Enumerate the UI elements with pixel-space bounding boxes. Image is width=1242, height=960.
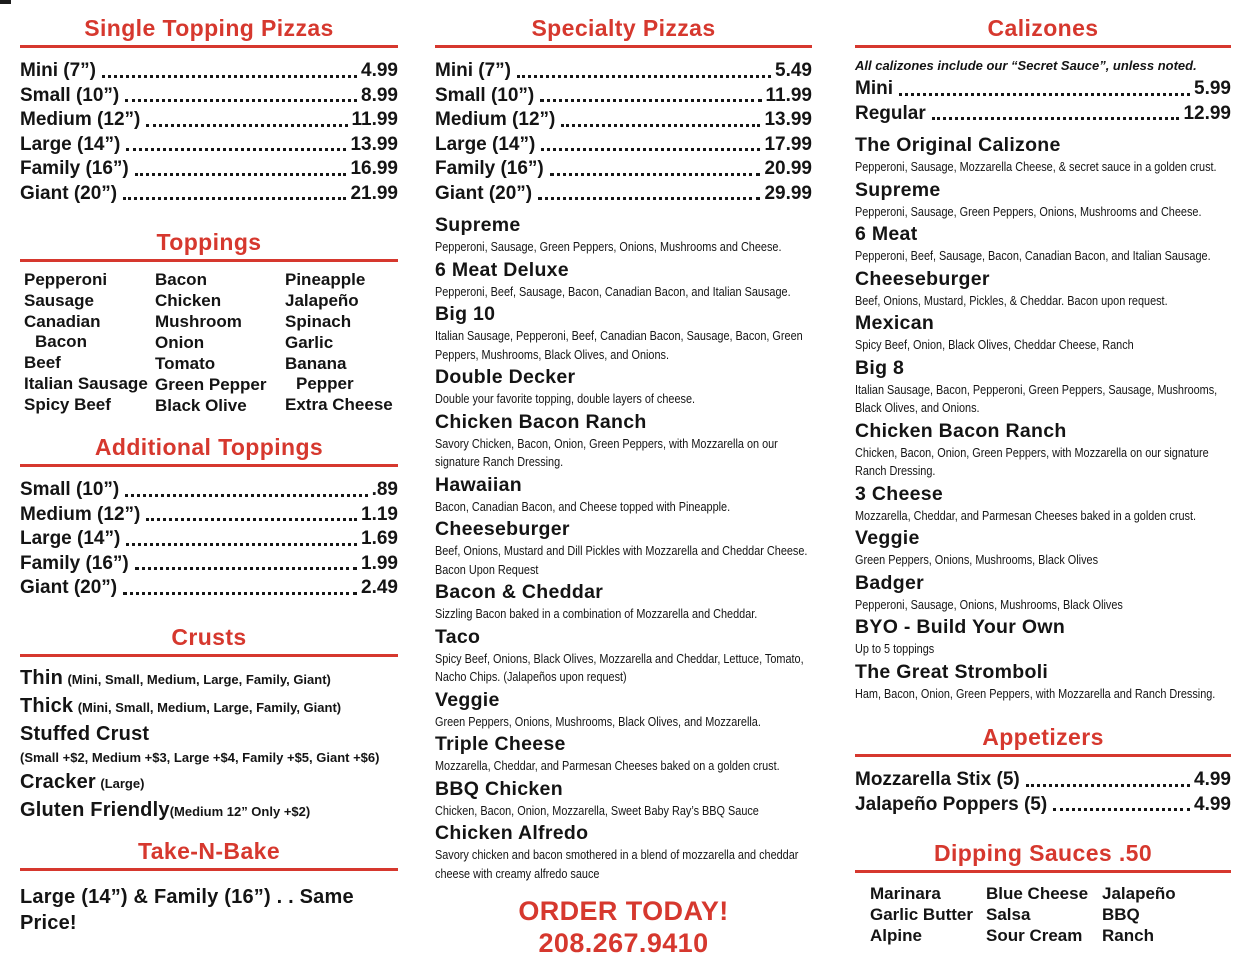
toppings-col bbox=[24, 270, 155, 417]
item-name: Double Decker bbox=[435, 366, 576, 388]
item-description: Sizzling Bacon baked in a combination of Mozzarella and Cheddar. bbox=[435, 606, 758, 621]
price-value: 2.49 bbox=[361, 577, 398, 598]
dot-leader bbox=[135, 567, 357, 570]
item-description: Pepperoni, Beef, Sausage, Bacon, Canadian Bacon, and Italian Sausage. bbox=[855, 248, 1211, 263]
section-underline bbox=[435, 45, 812, 48]
section-underline bbox=[855, 754, 1231, 757]
price-row bbox=[435, 157, 812, 182]
topping: Beef bbox=[24, 353, 61, 372]
sauce: Marinara bbox=[870, 884, 941, 903]
toppings-col bbox=[155, 270, 285, 417]
menu-item bbox=[855, 615, 1231, 659]
topping: Chicken bbox=[155, 291, 222, 310]
price-value: 4.99 bbox=[1194, 769, 1231, 790]
price-row bbox=[20, 182, 398, 207]
left-column bbox=[20, 0, 398, 936]
dot-leader bbox=[932, 117, 1180, 120]
sauce-col bbox=[986, 883, 1102, 946]
item-description: Spicy Beef, Onion, Black Olives, Cheddar Cheese, Ranch bbox=[855, 337, 1134, 352]
price-value: 1.99 bbox=[361, 552, 398, 574]
topping: Sausage bbox=[24, 291, 94, 310]
topping: Garlic bbox=[285, 333, 334, 352]
section-title: Crusts bbox=[171, 623, 247, 650]
topping: Banana Pepper bbox=[285, 354, 354, 393]
dot-leader bbox=[146, 518, 357, 521]
size-label: Medium (12”) bbox=[435, 109, 556, 130]
size-label: Mini bbox=[855, 78, 893, 99]
item-description: Pepperoni, Sausage, Green Peppers, Onions, Mushrooms and Cheese. bbox=[855, 203, 1202, 219]
menu-item bbox=[855, 356, 1231, 418]
menu-item bbox=[855, 571, 1231, 615]
crust-name: Stuffed Crust bbox=[20, 722, 150, 745]
crust-note: (Large) bbox=[100, 775, 145, 791]
menu-item bbox=[435, 732, 812, 776]
item-name: Triple Cheese bbox=[435, 733, 566, 755]
toppings-col bbox=[285, 270, 398, 417]
crust-note: (Medium 12” Only +$2) bbox=[169, 803, 311, 819]
price-value: 29.99 bbox=[764, 182, 812, 204]
dot-leader bbox=[102, 75, 357, 78]
item-description: Ham, Bacon, Onion, Green Peppers, with Mozzarella and Ranch Dressing. bbox=[855, 685, 1216, 701]
topping: Extra Cheese bbox=[285, 395, 393, 414]
item-name: Big 8 bbox=[855, 356, 905, 379]
item-name: Chicken Bacon Ranch bbox=[435, 410, 647, 433]
section-take-n-bake bbox=[20, 837, 398, 936]
size-label: Medium (12”) bbox=[20, 109, 141, 130]
menu-item bbox=[435, 365, 812, 409]
price-list bbox=[20, 59, 398, 206]
size-label: Small (10”) bbox=[20, 84, 120, 106]
price-value: .89 bbox=[371, 479, 398, 500]
dot-leader bbox=[517, 75, 771, 78]
size-label: Mini (7”) bbox=[435, 60, 511, 81]
topping: Spicy Beef bbox=[24, 395, 111, 414]
menu-item bbox=[435, 688, 812, 732]
topping: Italian Sausage bbox=[24, 374, 148, 393]
item-name: Veggie bbox=[435, 688, 500, 711]
toppings-grid bbox=[20, 270, 398, 417]
price-row bbox=[20, 478, 398, 503]
section-title: Specialty Pizzas bbox=[531, 15, 716, 41]
price-value: 13.99 bbox=[764, 109, 812, 130]
size-label: Large (14”) bbox=[435, 133, 536, 155]
price-row bbox=[435, 59, 812, 84]
item-description: Green Peppers, Onions, Mushrooms, Black Olives bbox=[855, 552, 1099, 567]
item-description: Bacon, Canadian Bacon, and Cheese topped with Pineapple. bbox=[435, 498, 731, 514]
item-name: Chicken Alfredo bbox=[435, 822, 589, 844]
size-label: Giant (20”) bbox=[20, 182, 118, 204]
crust-name: Gluten Friendly bbox=[20, 798, 170, 821]
price-row bbox=[435, 84, 812, 109]
menu-item bbox=[855, 660, 1231, 704]
section-underline bbox=[855, 45, 1231, 48]
dot-leader bbox=[123, 592, 357, 595]
price-value: 11.99 bbox=[351, 109, 398, 130]
price-row bbox=[435, 133, 812, 158]
item-description: Chicken, Bacon, Onion, Green Peppers, with Mozzarella on our signature Ranch Dressing. bbox=[855, 444, 1209, 478]
item-description: Chicken, Bacon, Onion, Mozzarella, Sweet Baby Ray’s BBQ Sauce bbox=[435, 802, 759, 818]
section-title: Appetizers bbox=[982, 724, 1104, 750]
item-name: The Great Stromboli bbox=[855, 660, 1049, 683]
item-description: Pepperoni, Sausage, Onions, Mushrooms, Black Olives bbox=[855, 596, 1123, 612]
price-list bbox=[855, 768, 1231, 817]
price-value: 11.99 bbox=[765, 84, 812, 106]
section-underline bbox=[855, 870, 1231, 873]
dot-leader bbox=[126, 148, 346, 151]
topping: Pepperoni bbox=[24, 270, 108, 289]
price-value: 20.99 bbox=[764, 158, 812, 179]
menu-item bbox=[855, 311, 1231, 355]
calizones-note: All calizones include our “Secret Sauce”, unless noted. bbox=[855, 58, 1197, 73]
crust-item bbox=[20, 665, 398, 693]
crust-name: Thick bbox=[20, 694, 74, 717]
section-appetizers bbox=[855, 723, 1231, 817]
menu-item bbox=[435, 821, 812, 883]
price-row bbox=[20, 576, 398, 601]
price-row bbox=[855, 102, 1231, 127]
price-row bbox=[435, 108, 812, 133]
appetizer-label: Mozzarella Stix (5) bbox=[855, 769, 1020, 790]
dot-leader bbox=[126, 543, 357, 546]
item-name: Supreme bbox=[435, 214, 521, 236]
topping: Pineapple bbox=[285, 270, 366, 289]
crust-note: (Mini, Small, Medium, Large, Family, Giant) bbox=[77, 699, 342, 715]
crust-name: Thin bbox=[20, 666, 64, 689]
menu-item bbox=[855, 178, 1231, 222]
item-description: Pepperoni, Sausage, Green Peppers, Onions, Mushrooms and Cheese. bbox=[435, 239, 782, 254]
sauce: Salsa bbox=[986, 905, 1031, 924]
size-label: Small (10”) bbox=[20, 479, 120, 500]
price-row bbox=[855, 768, 1231, 793]
price-value: 5.49 bbox=[775, 60, 812, 81]
item-description: Mozzarella, Cheddar, and Parmesan Cheeses baked on a golden crust. bbox=[435, 758, 780, 773]
size-label: Large (14”) bbox=[20, 528, 121, 549]
item-name: Hawaiian bbox=[435, 473, 522, 496]
size-label: Regular bbox=[855, 102, 926, 124]
item-description: Green Peppers, Onions, Mushrooms, Black Olives, and Mozzarella. bbox=[435, 713, 761, 729]
item-name: Mexican bbox=[855, 312, 935, 334]
dot-leader bbox=[1026, 784, 1190, 787]
right-column bbox=[855, 0, 1231, 946]
item-name: BYO - Build Your Own bbox=[855, 616, 1066, 638]
price-value: 17.99 bbox=[764, 133, 812, 155]
price-value: 1.69 bbox=[361, 528, 398, 549]
item-description: Spicy Beef, Onions, Black Olives, Mozzarella and Cheddar, Lettuce, Tomato, Nacho Chips. (Jalapeños upon request) bbox=[435, 650, 804, 684]
topping: Green Pepper bbox=[155, 375, 267, 394]
topping: Black Olive bbox=[155, 396, 247, 415]
menu-item bbox=[855, 222, 1231, 266]
item-description: Mozzarella, Cheddar, and Parmesan Cheeses baked in a golden crust. bbox=[855, 507, 1197, 523]
section-title: Single Topping Pizzas bbox=[84, 15, 334, 41]
price-row bbox=[20, 503, 398, 528]
item-name: Cheeseburger bbox=[435, 518, 570, 540]
dot-leader bbox=[561, 124, 760, 127]
sauce: BBQ bbox=[1102, 905, 1140, 924]
section-underline bbox=[20, 654, 398, 657]
section-crusts bbox=[20, 623, 398, 825]
size-label: Family (16”) bbox=[20, 158, 129, 179]
topping: Mushroom bbox=[155, 312, 242, 331]
size-label: Mini (7”) bbox=[20, 60, 96, 81]
sauce-col bbox=[1102, 883, 1231, 946]
price-row bbox=[20, 133, 398, 158]
item-name: Bacon & Cheddar bbox=[435, 581, 604, 603]
topping: Onion bbox=[155, 333, 205, 352]
size-label: Family (16”) bbox=[435, 158, 544, 179]
item-name: Cheeseburger bbox=[855, 267, 990, 290]
menu-item bbox=[435, 777, 812, 821]
topping: Jalapeño bbox=[285, 291, 359, 310]
section-calizones bbox=[855, 14, 1231, 703]
crust-note: (Small +$2, Medium +$3, Large +$4, Family +$5, Giant +$6) bbox=[20, 749, 380, 765]
specialty-item-list bbox=[435, 213, 812, 883]
item-name: 6 Meat bbox=[855, 223, 918, 245]
scan-artifact bbox=[0, 0, 11, 4]
calizone-item-list bbox=[855, 133, 1231, 703]
section-underline bbox=[20, 45, 398, 48]
section-title: Dipping Sauces .50 bbox=[933, 840, 1153, 866]
item-description: Up to 5 toppings bbox=[855, 641, 935, 656]
dot-leader bbox=[541, 148, 760, 151]
sauce: Jalapeño bbox=[1102, 884, 1176, 903]
section-specialty-pizzas bbox=[435, 14, 812, 883]
price-value: 8.99 bbox=[361, 84, 398, 106]
dot-leader bbox=[550, 173, 761, 176]
item-name: Chicken Bacon Ranch bbox=[855, 419, 1067, 442]
menu-item bbox=[435, 517, 812, 579]
dot-leader bbox=[538, 197, 760, 200]
price-value: 13.99 bbox=[350, 133, 398, 155]
menu-item bbox=[855, 419, 1231, 481]
sauce: Garlic Butter bbox=[870, 905, 973, 924]
size-label: Giant (20”) bbox=[20, 577, 118, 598]
section-title: Take-N-Bake bbox=[137, 837, 281, 864]
item-description: Beef, Onions, Mustard, Pickles, & Cheddar. Bacon upon request. bbox=[855, 292, 1168, 308]
section-underline bbox=[20, 868, 398, 871]
item-description: Double your favorite topping, double layers of cheese. bbox=[435, 391, 696, 406]
item-name: The Original Calizone bbox=[855, 134, 1061, 156]
dot-leader bbox=[146, 124, 347, 127]
topping: Spinach bbox=[285, 312, 352, 331]
size-label: Large (14”) bbox=[20, 133, 121, 155]
order-today-line: ORDER TODAY! 208.267.9410 bbox=[518, 896, 729, 958]
price-value: 16.99 bbox=[350, 158, 398, 179]
appetizer-label: Jalapeño Poppers (5) bbox=[855, 793, 1048, 815]
topping: Tomato bbox=[155, 354, 216, 373]
dot-leader bbox=[125, 99, 357, 102]
item-name: Taco bbox=[435, 625, 481, 648]
topping: Bacon bbox=[155, 270, 207, 289]
item-description: Pepperoni, Beef, Sausage, Bacon, Canadian Bacon, and Italian Sausage. bbox=[435, 283, 791, 299]
crust-item bbox=[20, 693, 398, 721]
crust-name: Cracker bbox=[20, 770, 96, 793]
sauce: Blue Cheese bbox=[986, 884, 1089, 903]
dot-leader bbox=[540, 99, 761, 102]
price-value: 1.19 bbox=[361, 503, 398, 525]
item-name: 3 Cheese bbox=[855, 482, 944, 505]
price-row bbox=[20, 108, 398, 133]
section-title: Additional Toppings bbox=[94, 434, 324, 460]
menu-item bbox=[435, 580, 812, 624]
menu-item bbox=[435, 258, 812, 302]
item-description: Savory chicken and bacon smothered in a blend of mozzarella and cheddar cheese with creamy alfredo sauce bbox=[435, 847, 799, 881]
section-title: Toppings bbox=[156, 229, 262, 255]
menu-item bbox=[855, 133, 1231, 177]
dipping-sauces-grid bbox=[855, 883, 1231, 946]
price-row bbox=[20, 157, 398, 182]
price-list bbox=[855, 77, 1231, 126]
section-dipping-sauces bbox=[855, 839, 1231, 946]
size-label: Family (16”) bbox=[20, 552, 129, 574]
menu-item bbox=[435, 302, 812, 364]
section-underline bbox=[20, 464, 398, 467]
dot-leader bbox=[135, 173, 347, 176]
section-toppings bbox=[20, 228, 398, 417]
price-value: 4.99 bbox=[1194, 793, 1231, 815]
price-list bbox=[20, 478, 398, 601]
item-name: Big 10 bbox=[435, 303, 496, 325]
item-name: Veggie bbox=[855, 527, 920, 549]
item-description: Savory Chicken, Bacon, Onion, Green Peppers, with Mozzarella on our signature Ranch Dressing. bbox=[435, 435, 778, 469]
price-value: 5.99 bbox=[1194, 78, 1231, 99]
dot-leader bbox=[1053, 808, 1190, 811]
menu-item bbox=[855, 267, 1231, 311]
topping: Canadian Bacon bbox=[24, 312, 101, 351]
item-description: Italian Sausage, Bacon, Pepperoni, Green Peppers, Sausage, Mushrooms, Black Olives, and Onions. bbox=[855, 381, 1218, 415]
menu-item bbox=[435, 213, 812, 257]
middle-column bbox=[435, 0, 812, 959]
section-title: Calizones bbox=[987, 15, 1099, 41]
menu-item bbox=[435, 625, 812, 687]
crust-item bbox=[20, 797, 398, 825]
dot-leader bbox=[123, 197, 346, 200]
crust-note: (Mini, Small, Medium, Large, Family, Giant) bbox=[67, 671, 331, 687]
menu-item bbox=[435, 473, 812, 517]
dot-leader bbox=[899, 93, 1190, 96]
price-value: 21.99 bbox=[350, 182, 398, 204]
sauce: Ranch bbox=[1102, 926, 1154, 945]
price-row bbox=[20, 552, 398, 577]
section-additional-toppings bbox=[20, 433, 398, 601]
crust-item bbox=[20, 721, 398, 749]
sauce: Sour Cream bbox=[986, 926, 1083, 945]
item-description: Pepperoni, Sausage, Mozzarella Cheese, & secret sauce in a golden crust. bbox=[855, 159, 1217, 174]
price-value: 12.99 bbox=[1183, 102, 1231, 124]
item-name: BBQ Chicken bbox=[435, 777, 563, 800]
crust-list bbox=[20, 665, 398, 825]
item-description: Beef, Onions, Mustard and Dill Pickles with Mozzarella and Cheddar Cheese. Bacon Upon Request bbox=[435, 543, 808, 577]
section-underline bbox=[20, 259, 398, 262]
item-name: Supreme bbox=[855, 178, 941, 201]
price-row bbox=[855, 793, 1231, 818]
dot-leader bbox=[125, 494, 367, 497]
size-label: Giant (20”) bbox=[435, 182, 533, 204]
price-row bbox=[20, 84, 398, 109]
menu-item bbox=[435, 410, 812, 472]
price-row bbox=[855, 77, 1231, 102]
sauce-col bbox=[870, 883, 986, 946]
price-row bbox=[20, 59, 398, 84]
size-label: Medium (12”) bbox=[20, 503, 141, 525]
price-row bbox=[435, 182, 812, 207]
item-name: 6 Meat Deluxe bbox=[435, 258, 569, 281]
menu-item bbox=[855, 482, 1231, 526]
sauce: Alpine bbox=[870, 926, 922, 945]
size-label: Small (10”) bbox=[435, 84, 535, 106]
take-n-bake-line: Large (14”) & Family (16”) . . Same Price! bbox=[20, 885, 354, 934]
menu-item bbox=[855, 526, 1231, 570]
section-single-topping-pizzas bbox=[20, 14, 398, 206]
item-description: Italian Sausage, Pepperoni, Beef, Canadian Bacon, Sausage, Bacon, Green Peppers, Mushrooms, Black Olives, and Onions. bbox=[435, 328, 803, 362]
crust-item bbox=[20, 769, 398, 797]
item-name: Badger bbox=[855, 571, 924, 594]
price-row bbox=[20, 527, 398, 552]
price-value: 4.99 bbox=[361, 60, 398, 81]
price-list bbox=[435, 59, 812, 206]
